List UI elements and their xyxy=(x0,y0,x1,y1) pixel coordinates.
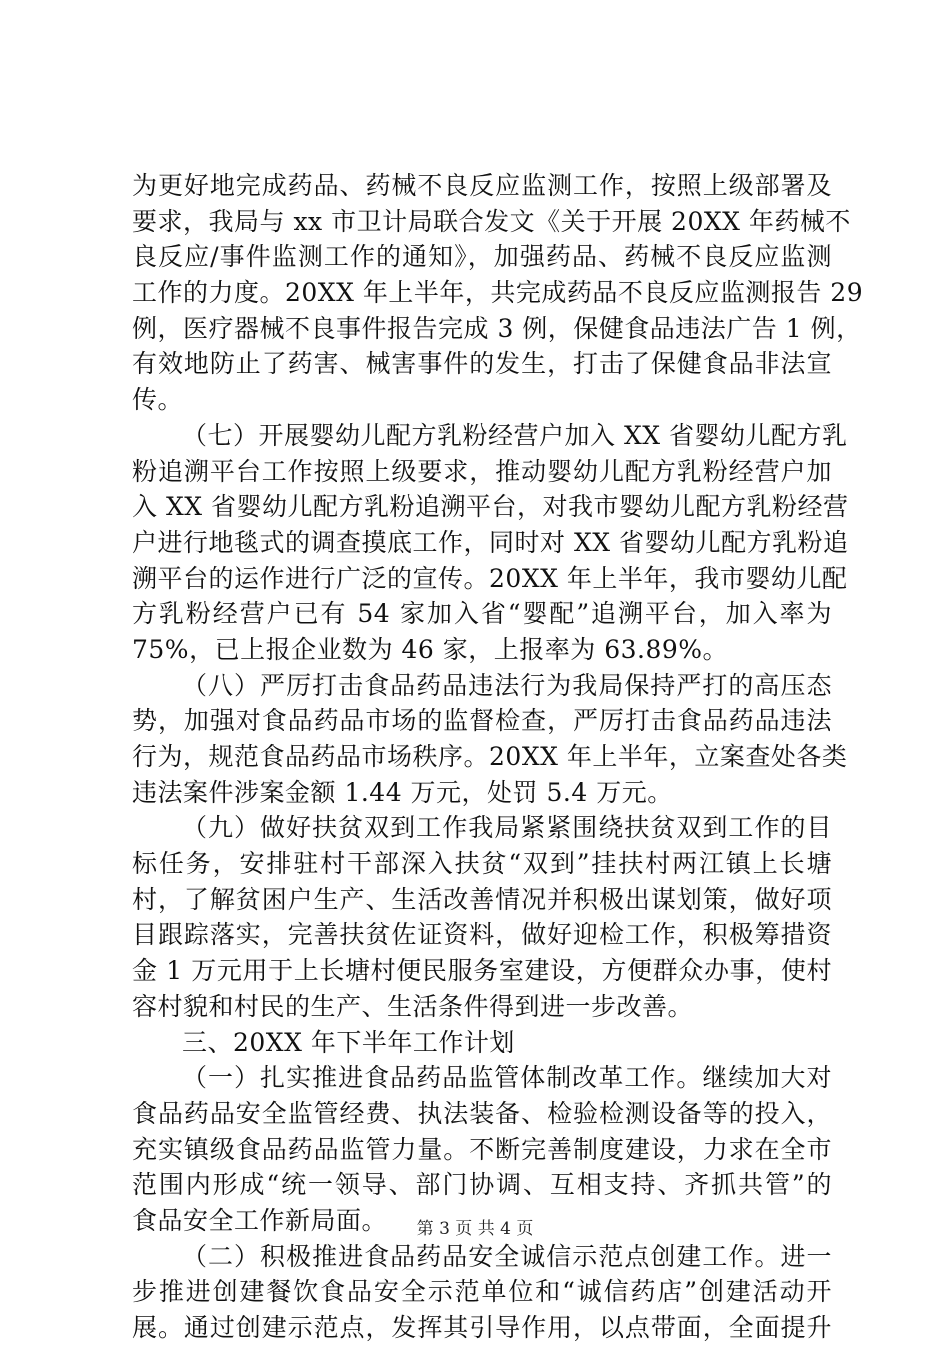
text-line: 为更好地完成药品、药械不良反应监测工作，按照上级部署及 xyxy=(132,171,832,200)
text-line: 粉追溯平台工作按照上级要求，推动婴幼儿配方乳粉经营户加 xyxy=(132,456,832,486)
section-heading: 三、20XX 年下半年工作计划 xyxy=(182,1027,515,1057)
document-body xyxy=(132,168,864,1346)
text-line: 食品药品安全监管经费、执法装备、检验检测设备等的投入， xyxy=(132,1098,832,1128)
text-line: 步推进创建餐饮食品安全示范单位和“诚信药店”创建活动开 xyxy=(132,1277,832,1307)
text-line: 金 1 万元用于上长塘村便民服务室建设，方便群众办事，使村 xyxy=(132,956,832,986)
page-number-footer: 第 3 页 共 4 页 xyxy=(416,1219,534,1239)
text-line: 容村貌和村民的生产、生活条件得到进一步改善。 xyxy=(132,991,694,1021)
text-line: 75%，已上报企业数为 46 家，上报率为 63.89%。 xyxy=(132,634,729,664)
text-line: 势，加强对食品药品市场的监督检查，严厉打击食品药品违法 xyxy=(132,706,832,736)
text-line: 范围内形成“统一领导、部门协调、互相支持、齐抓共管”的 xyxy=(132,1170,832,1200)
text-line: 户进行地毯式的调查摸底工作，同时对 XX 省婴幼儿配方乳粉追 xyxy=(132,527,849,557)
text-line: 例，医疗器械不良事件报告完成 3 例，保健食品违法广告 1 例， xyxy=(132,313,862,343)
text-line: 违法案件涉案金额 1.44 万元，处罚 5.4 万元。 xyxy=(132,777,673,807)
text-line: 食品安全工作新局面。 xyxy=(132,1205,388,1235)
text-line: 标任务，安排驻村干部深入扶贫“双到”挂扶村两江镇上长塘 xyxy=(132,849,832,879)
text-line: 充实镇级食品药品监管力量。不断完善制度建设，力求在全市 xyxy=(132,1134,832,1164)
text-line: 工作的力度。20XX 年上半年，共完成药品不良反应监测报告 29 xyxy=(132,278,864,308)
text-line: 良反应/事件监测工作的通知》，加强药品、药械不良反应监测 xyxy=(132,242,832,272)
text-line: （八）严厉打击食品药品违法行为我局保持严打的高压态 xyxy=(182,670,832,700)
text-line: （二）积极推进食品药品安全诚信示范点创建工作。进一 xyxy=(182,1241,832,1271)
text-line: 传。 xyxy=(132,385,184,415)
text-line: 入 XX 省婴幼儿配方乳粉追溯平台，对我市婴幼儿配方乳粉经营 xyxy=(132,492,849,522)
text-line: 方乳粉经营户已有 54 家加入省“婴配”追溯平台，加入率为 xyxy=(132,599,832,629)
text-line: （九）做好扶贫双到工作我局紧紧围绕扶贫双到工作的目 xyxy=(182,813,832,843)
text-line: 村，了解贫困户生产、生活改善情况并积极出谋划策，做好项 xyxy=(132,884,832,914)
text-line: 有效地防止了药害、械害事件的发生，打击了保健食品非法宣 xyxy=(132,349,832,379)
text-line: （七）开展婴幼儿配方乳粉经营户加入 XX 省婴幼儿配方乳 xyxy=(182,420,848,450)
text-line: 要求，我局与 xx 市卫计局联合发文《关于开展 20XX 年药械不 xyxy=(132,206,851,236)
text-line: 展。通过创建示范点，发挥其引导作用，以点带面，全面提升 xyxy=(132,1313,832,1342)
text-line: 溯平台的运作进行广泛的宣传。20XX 年上半年，我市婴幼儿配 xyxy=(132,563,848,593)
text-line: 目跟踪落实，完善扶贫佐证资料，做好迎检工作，积极筹措资 xyxy=(132,920,832,950)
text-line: 行为，规范食品药品市场秩序。20XX 年上半年，立案查处各类 xyxy=(132,742,848,771)
text-line: （一）扎实推进食品药品监管体制改革工作。继续加大对 xyxy=(182,1063,832,1093)
